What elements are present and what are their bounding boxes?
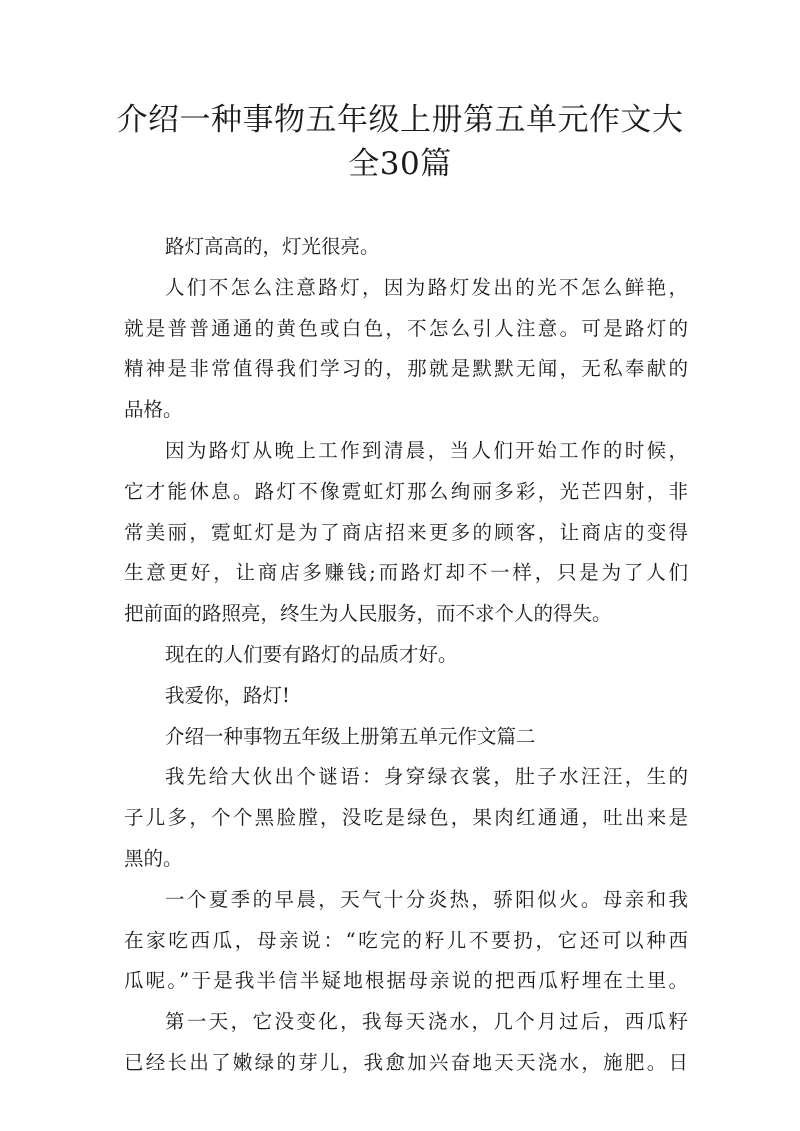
text-line: 介绍一种事物五年级上册第五单元作文篇二: [165, 724, 536, 748]
text-line: 一个夏季的早晨，天气十分炎热，骄阳似火。母亲和我: [165, 887, 688, 911]
text-line: 品格。: [124, 398, 183, 422]
text-line: 因为路灯从晚上工作到清晨，当人们开始工作的时候，: [165, 438, 688, 462]
text-line: 常美丽，霓虹灯是为了商店招来更多的顾客，让商店的变得: [124, 520, 688, 544]
text-line: 瓜呢。”于是我半信半疑地根据母亲说的把西瓜籽埋在土里。: [124, 969, 688, 993]
text-line: 第一天，它没变化，我每天浇水，几个月过后，西瓜籽: [165, 1010, 688, 1034]
title-line-2: 全30篇: [348, 146, 452, 182]
text-line: 它才能休息。路灯不像霓虹灯那么绚丽多彩，光芒四射，非: [124, 479, 688, 503]
text-line: 生意更好，让商店多赚钱;而路灯却不一样，只是为了人们: [124, 561, 688, 585]
text-line: 就是普普通通的黄色或白色，不怎么引人注意。可是路灯的: [124, 316, 688, 340]
text-line: 现在的人们要有路灯的品质才好。: [165, 642, 458, 666]
body-text: [124, 227, 688, 1084]
text-line: 子儿多，个个黑脸膛，没吃是绿色，果肉红通通，吐出来是: [124, 806, 688, 830]
text-line: 已经长出了嫩绿的芽儿，我愈加兴奋地天天浇水，施肥。日: [124, 1050, 688, 1074]
text-line: 精神是非常值得我们学习的，那就是默默无闻，无私奉献的: [124, 357, 688, 381]
text-line: 在家吃西瓜，母亲说：“吃完的籽儿不要扔，它还可以种西: [124, 928, 688, 952]
text-line: 我先给大伙出个谜语：身穿绿衣裳，肚子水汪汪，生的: [165, 765, 688, 789]
text-line: 把前面的路照亮，终生为人民服务，而不求个人的得失。: [124, 602, 612, 626]
text-line: 我爱你，路灯!: [165, 683, 290, 707]
title-line-1: 介绍一种事物五年级上册第五单元作文大: [116, 102, 684, 138]
text-line: 路灯高高的，灯光很亮。: [165, 235, 380, 258]
text-line: 黑的。: [124, 846, 183, 870]
page-title: [100, 98, 700, 186]
text-line: 人们不怎么注意路灯，因为路灯发出的光不怎么鲜艳，: [165, 275, 688, 299]
